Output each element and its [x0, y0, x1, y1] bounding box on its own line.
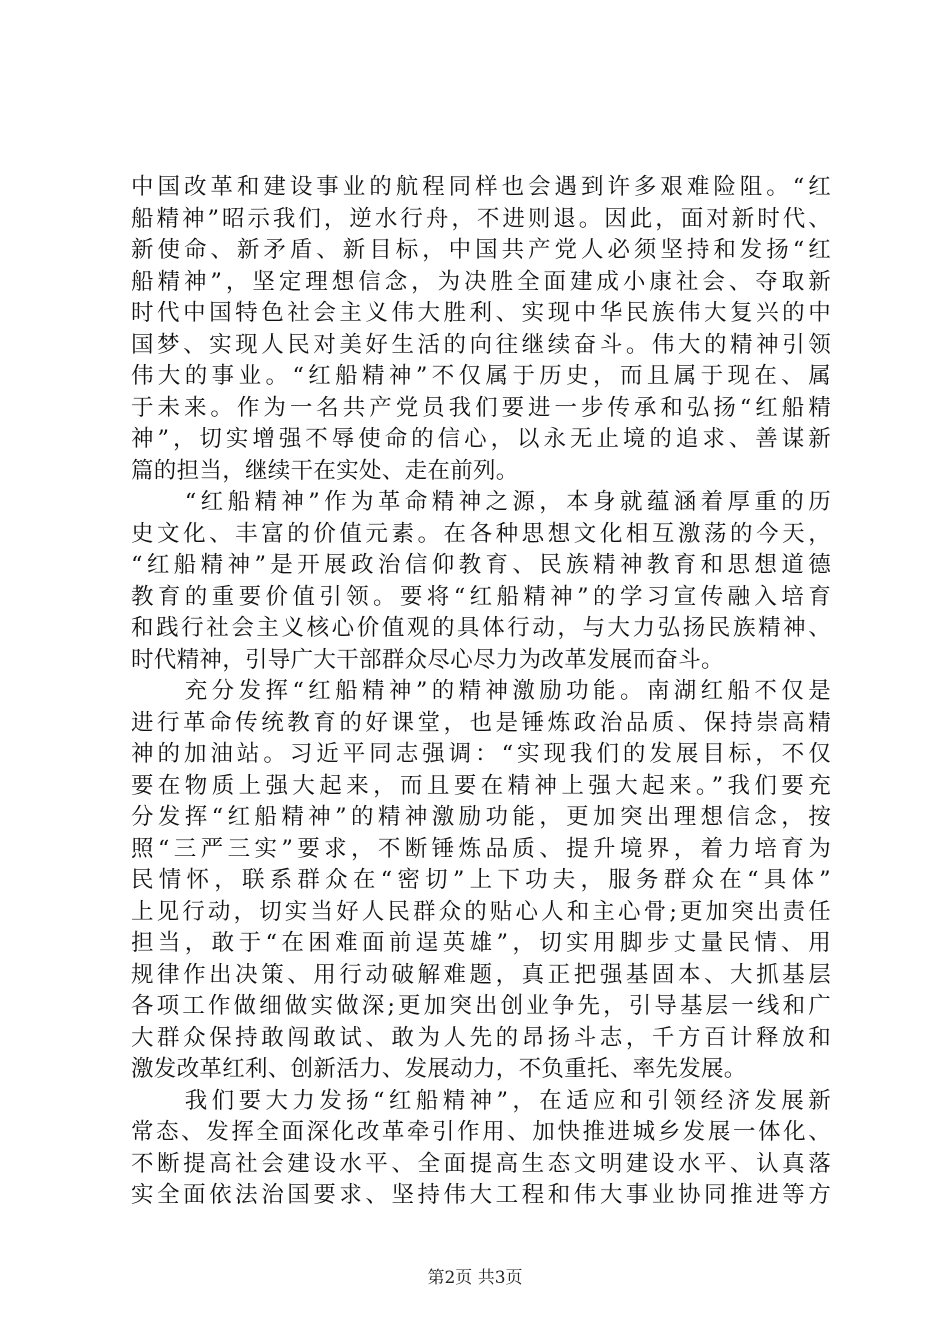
text-line: 常态、发挥全面深化改革牵引作用、加快推进城乡发展一体化、 — [131, 1119, 831, 1145]
text-line: “红船精神”是开展政治信仰教育、民族精神教育和思想道德 — [131, 552, 831, 578]
body-text — [131, 172, 831, 1212]
text-line: 时代中国特色社会主义伟大胜利、实现中华民族伟大复兴的中 — [131, 300, 831, 326]
text-line: 伟大的事业。“红船精神”不仅属于历史，而且属于现在、属 — [131, 363, 831, 389]
text-line: 担当，敢于“在困难面前逞英雄”，切实用脚步丈量民情、用 — [131, 930, 831, 956]
text-line: 要在物质上强大起来，而且要在精神上强大起来。”我们要充 — [131, 772, 831, 799]
text-line: 教育的重要价值引领。要将“红船精神”的学习宣传融入培育 — [131, 583, 831, 610]
text-line: 中国改革和建设事业的航程同样也会遇到许多艰难险阻。“红 — [131, 174, 831, 200]
text-line: 上见行动，切实当好人民群众的贴心人和主心骨;更加突出责任 — [131, 898, 831, 925]
text-line: 大群众保持敢闯敢试、敢为人先的昂扬斗志，千方百计释放和 — [131, 1024, 831, 1051]
text-line: 神”，切实增强不辱使命的信心，以永无止境的追求、善谋新 — [131, 426, 831, 452]
text-line: 船精神”昭示我们，逆水行舟，不进则退。因此，面对新时代、 — [131, 205, 831, 232]
text-line: 规律作出决策、用行动破解难题，真正把强基固本、大抓基层 — [131, 961, 831, 988]
text-line: 不断提高社会建设水平、全面提高生态文明建设水平、认真落 — [131, 1150, 831, 1177]
text-line: 实全面依法治国要求、坚持伟大工程和伟大事业协同推进等方 — [131, 1182, 831, 1208]
text-line: 于未来。作为一名共产党员我们要进一步传承和弘扬“红船精 — [131, 394, 831, 421]
text-line: 船精神”，坚定理想信念，为决胜全面建成小康社会、夺取新 — [131, 268, 831, 295]
text-line: 神的加油站。习近平同志强调：“实现我们的发展目标，不仅 — [131, 741, 831, 767]
text-line: 充分发挥“红船精神”的精神激励功能。南湖红船不仅是 — [131, 678, 831, 704]
text-line: 史文化、丰富的价值元素。在各种思想文化相互激荡的今天， — [131, 520, 831, 547]
text-line: 进行革命传统教育的好课堂，也是锤炼政治品质、保持崇高精 — [131, 709, 831, 736]
text-line: 我们要大力发扬“红船精神”，在适应和引领经济发展新 — [131, 1087, 831, 1114]
text-line: 篇的担当，继续干在实处、走在前列。 — [131, 457, 519, 484]
page-footer: 第2页 共3页 — [427, 1268, 523, 1288]
text-line: “红船精神”作为革命精神之源，本身就蕴涵着厚重的历 — [131, 489, 831, 515]
text-line: 照“三严三实”要求，不断锤炼品质、提升境界，着力培育为 — [131, 835, 831, 862]
text-line: 民情怀，联系群众在“密切”上下功夫，服务群众在“具体” — [131, 867, 831, 893]
text-line: 各项工作做细做实做深;更加突出创业争先，引导基层一线和广 — [131, 993, 831, 1019]
text-line: 新使命、新矛盾、新目标，中国共产党人必须坚持和发扬“红 — [131, 237, 831, 263]
text-line: 激发改革红利、创新活力、发展动力，不负重托、率先发展。 — [131, 1056, 747, 1082]
text-line: 时代精神，引导广大干部群众尽心尽力为改革发展而奋斗。 — [131, 646, 724, 673]
text-line: 和践行社会主义核心价值观的具体行动，与大力弘扬民族精神、 — [131, 615, 831, 641]
text-line: 分发挥“红船精神”的精神激励功能，更加突出理想信念，按 — [131, 804, 831, 830]
text-line: 国梦、实现人民对美好生活的向往继续奋斗。伟大的精神引领 — [131, 331, 831, 358]
